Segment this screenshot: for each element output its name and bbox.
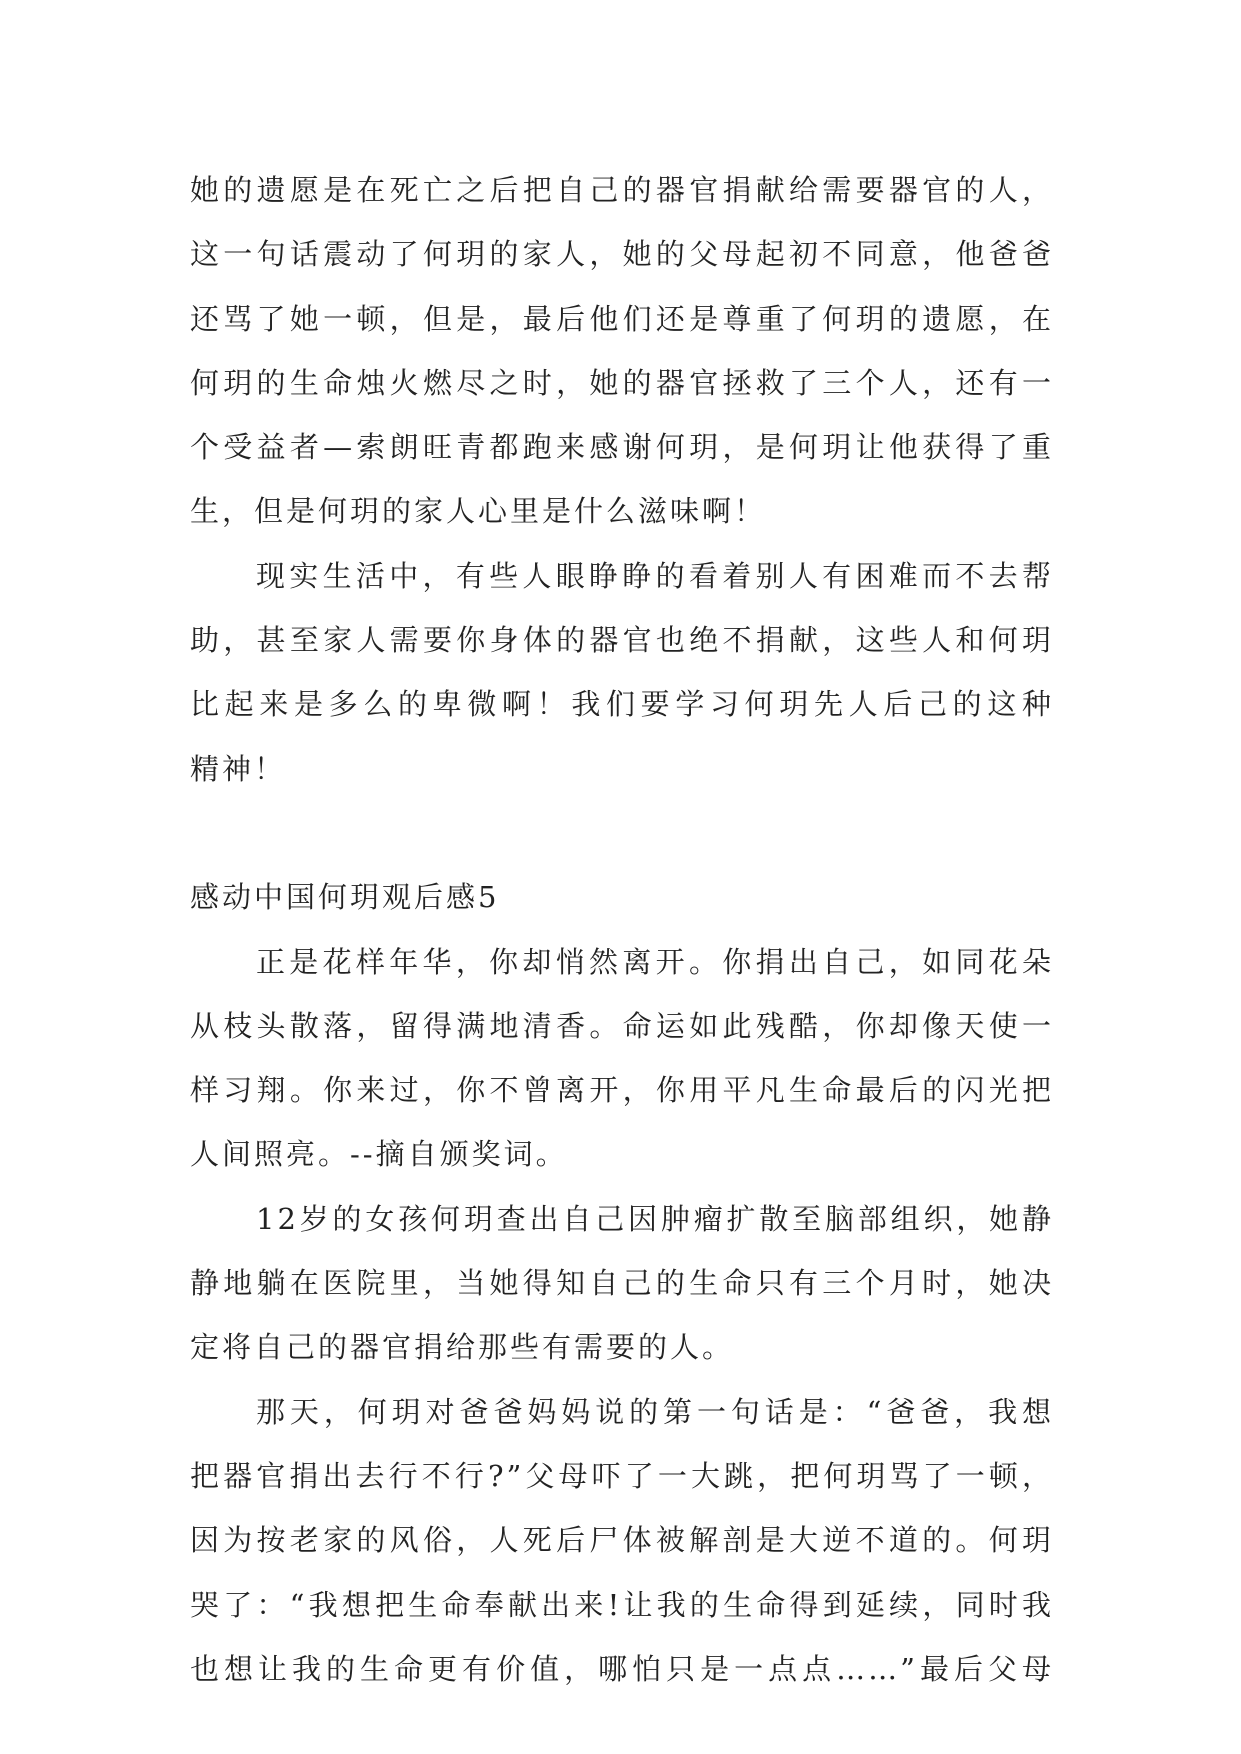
text-line: 哭了：“我想把生命奉献出来!让我的生命得到延续，同时我 bbox=[190, 1587, 1054, 1622]
text-line: 12岁的女孩何玥查出自己因肿瘤扩散至脑部组织，她静 bbox=[256, 1201, 1054, 1236]
text-line: 样习翔。你来过，你不曾离开，你用平凡生命最后的闪光把 bbox=[190, 1073, 1054, 1108]
paragraph bbox=[190, 1380, 1054, 1701]
text-line: 也想让我的生命更有价值，哪怕只是一点点……”最后父母 bbox=[190, 1651, 1054, 1686]
paragraph bbox=[190, 544, 1054, 801]
text-line: 比起来是多么的卑微啊！我们要学习何玥先人后己的这种 bbox=[190, 687, 1054, 722]
blank-line bbox=[190, 801, 1054, 865]
text-line: 正是花样年华，你却悄然离开。你捐出自己，如同花朵 bbox=[256, 944, 1054, 979]
text-line: 因为按老家的风俗，人死后尸体被解剖是大逆不道的。何玥 bbox=[190, 1523, 1054, 1558]
text-line: 定将自己的器官捐给那些有需要的人。 bbox=[190, 1330, 735, 1365]
text-line: 那天，何玥对爸爸妈妈说的第一句话是：“爸爸，我想 bbox=[256, 1394, 1054, 1429]
paragraph bbox=[190, 158, 1054, 544]
text-line: 精神！ bbox=[190, 751, 287, 786]
text-line: 把器官捐出去行不行?”父母吓了一大跳，把何玥骂了一顿， bbox=[190, 1458, 1054, 1493]
text-line: 从枝头散落，留得满地清香。命运如此残酷，你却像天使一 bbox=[190, 1008, 1054, 1043]
section-heading: 感动中国何玥观后感5 bbox=[190, 880, 500, 915]
document-page bbox=[190, 158, 1054, 1701]
text-line: 静地躺在医院里，当她得知自己的生命只有三个月时，她决 bbox=[190, 1266, 1054, 1301]
text-line: 何玥的生命烛火燃尽之时，她的器官拯救了三个人，还有一 bbox=[190, 365, 1054, 400]
paragraph bbox=[190, 1187, 1054, 1380]
text-line: 个受益者—索朗旺青都跑来感谢何玥，是何玥让他获得了重 bbox=[190, 430, 1054, 465]
text-line: 人间照亮。--摘自颁奖词。 bbox=[190, 1137, 568, 1172]
text-line: 助，甚至家人需要你身体的器官也绝不捐献，这些人和何玥 bbox=[190, 623, 1054, 658]
text-line: 现实生活中，有些人眼睁睁的看着别人有困难而不去帮 bbox=[256, 558, 1054, 593]
paragraph bbox=[190, 930, 1054, 1187]
text-line: 生，但是何玥的家人心里是什么滋味啊！ bbox=[190, 494, 767, 529]
text-line: 还骂了她一顿，但是，最后他们还是尊重了何玥的遗愿，在 bbox=[190, 301, 1054, 336]
text-line: 这一句话震动了何玥的家人，她的父母起初不同意，他爸爸 bbox=[190, 237, 1054, 272]
text-line: 她的遗愿是在死亡之后把自己的器官捐献给需要器官的人， bbox=[190, 173, 1054, 207]
